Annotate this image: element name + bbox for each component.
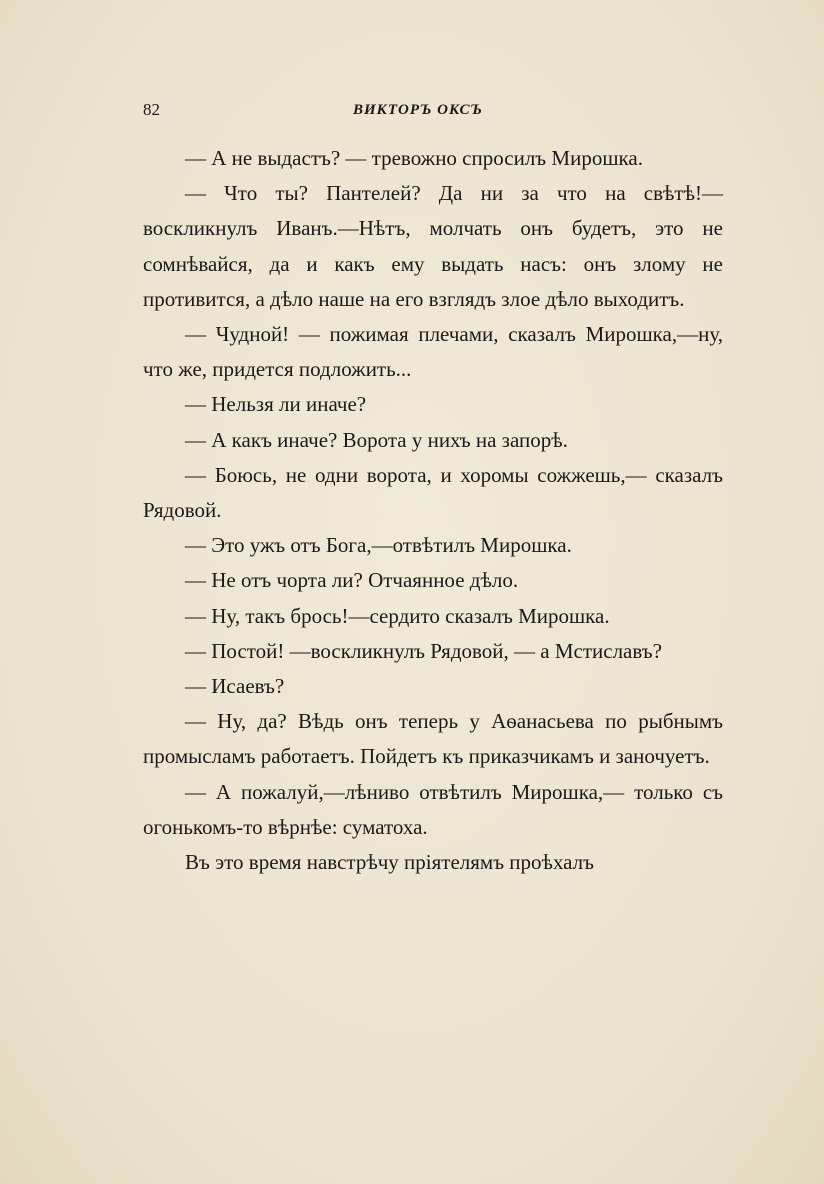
paragraph: — Не отъ чорта ли? Отчаянное дѣло.: [185, 568, 519, 593]
paragraph: — А какъ иначе? Ворота у нихъ на запорѣ.: [185, 427, 568, 452]
paragraph: — Ну, да? Вѣдь онъ теперь у Аѳанасьева по рыбнымъ промысламъ работаетъ. Пойдетъ къ приказчикамъ и заночуетъ.: [143, 709, 723, 769]
paragraph: — Исаевъ?: [185, 674, 285, 699]
running-title: ВИКТОРЪ ОКСЪ: [353, 102, 483, 118]
paragraph: — Что ты? Пантелей? Да ни за что на свѣтѣ!— воскликнулъ Иванъ.—Нѣтъ, молчать онъ будетъ, это не сомнѣвайся, да и какъ ему выдать насъ: онъ злому не противится, а дѣло наше на его взглядъ злое дѣло выходитъ.: [143, 181, 723, 311]
paragraph: — Чудной! — пожимая плечами, сказалъ Мирошка,—ну, что же, придется подложить...: [143, 322, 723, 382]
paragraph: — Это ужъ отъ Бога,—отвѣтилъ Мирошка.: [185, 533, 572, 558]
paragraph: — А не выдастъ? — тревожно спросилъ Мирошка.: [185, 146, 643, 170]
paragraph: — Боюсь, не одни ворота, и хоромы сожжешь,— сказалъ Рядовой.: [143, 462, 723, 523]
body-text: [143, 141, 723, 880]
paragraph: — А пожалуй,—лѣниво отвѣтилъ Мирошка,— только съ огонькомъ-то вѣрнѣе: суматоха.: [143, 779, 723, 839]
paragraph: — Нельзя ли иначе?: [185, 392, 367, 417]
running-head: [143, 100, 723, 128]
paragraph: — Постой! —воскликнулъ Рядовой, — а Мстиславъ?: [185, 638, 662, 663]
page-number: 82: [143, 100, 160, 119]
paragraph: Въ это время навстрѣчу пріятелямъ проѣхалъ: [185, 850, 595, 875]
paragraph: — Ну, такъ брось!—сердито сказалъ Мирошка.: [185, 603, 610, 628]
